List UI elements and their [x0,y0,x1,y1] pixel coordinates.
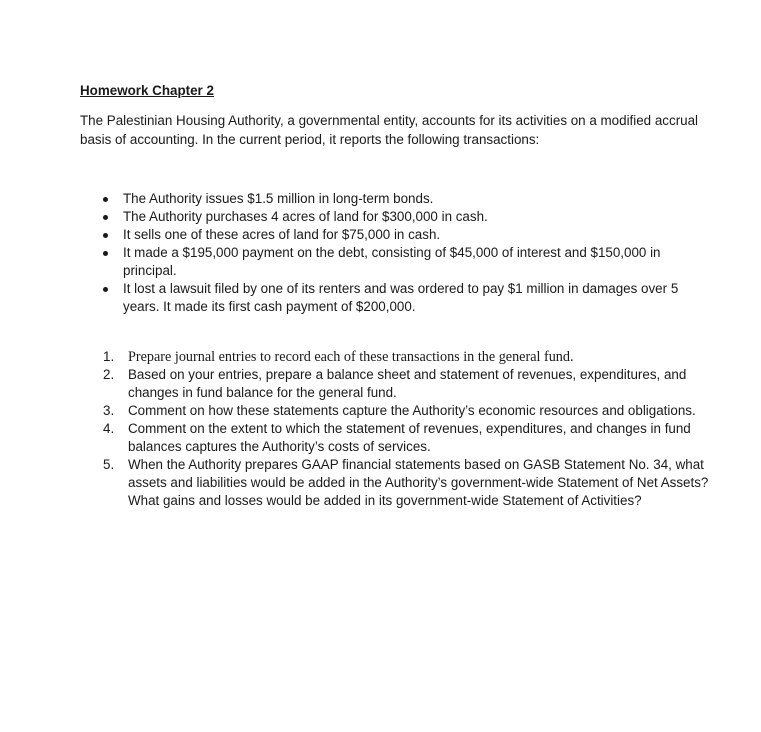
question-text: Comment on how these statements capture the Authority’s economic resources and obligations. [128,403,696,418]
question-item [80,456,710,510]
bullet-icon [103,287,108,292]
question-item [80,348,710,366]
question-text: Based on your entries, prepare a balance sheet and statement of revenues, expenditures, and changes in fund balance for the general fund. [128,367,687,400]
bullet-icon [103,233,108,238]
question-list [80,348,710,510]
intro-paragraph: The Palestinian Housing Authority, a governmental entity, accounts for its activities on a modified accrual basis of accounting. In the current period, it reports the following transactions: [80,113,699,147]
bullet-icon [103,251,108,256]
transaction-text: It sells one of these acres of land for $75,000 in cash. [123,227,441,242]
document-title: Homework Chapter 2 [80,83,214,98]
transaction-item [80,190,700,208]
question-number: 4. [103,421,115,436]
transaction-item [80,208,700,226]
question-item [80,420,710,456]
question-item [80,366,710,402]
question-text: When the Authority prepares GAAP financial statements based on GASB Statement No. 34, what assets and liabilities would be added in the Authority’s government-wide Statement of Net Assets? What gains and losses would be added in its government-wide Statement of Activities? [128,457,709,508]
transaction-item [80,244,700,280]
question-text: Comment on the extent to which the statement of revenues, expenditures, and changes in fund balances captures the Authority’s costs of services. [128,421,691,454]
question-text: Prepare journal entries to record each of these transactions in the general fund. [128,349,574,365]
transaction-text: It lost a lawsuit filed by one of its renters and was ordered to pay $1 million in damages over 5 years. It made its first cash payment of $200,000. [123,281,679,314]
transaction-text: The Authority purchases 4 acres of land for $300,000 in cash. [123,209,488,224]
bullet-icon [103,197,108,202]
transaction-text: It made a $195,000 payment on the debt, consisting of $45,000 of interest and $150,000 in principal. [123,245,661,278]
question-number: 3. [103,403,115,418]
bullet-icon [103,215,108,220]
question-number: 5. [103,457,115,472]
question-item [80,402,710,420]
transaction-list [80,190,700,316]
question-number: 2. [103,367,115,382]
question-number: 1. [103,349,115,364]
transaction-item [80,280,700,316]
transaction-text: The Authority issues $1.5 million in long-term bonds. [123,191,434,206]
transaction-item [80,226,700,244]
